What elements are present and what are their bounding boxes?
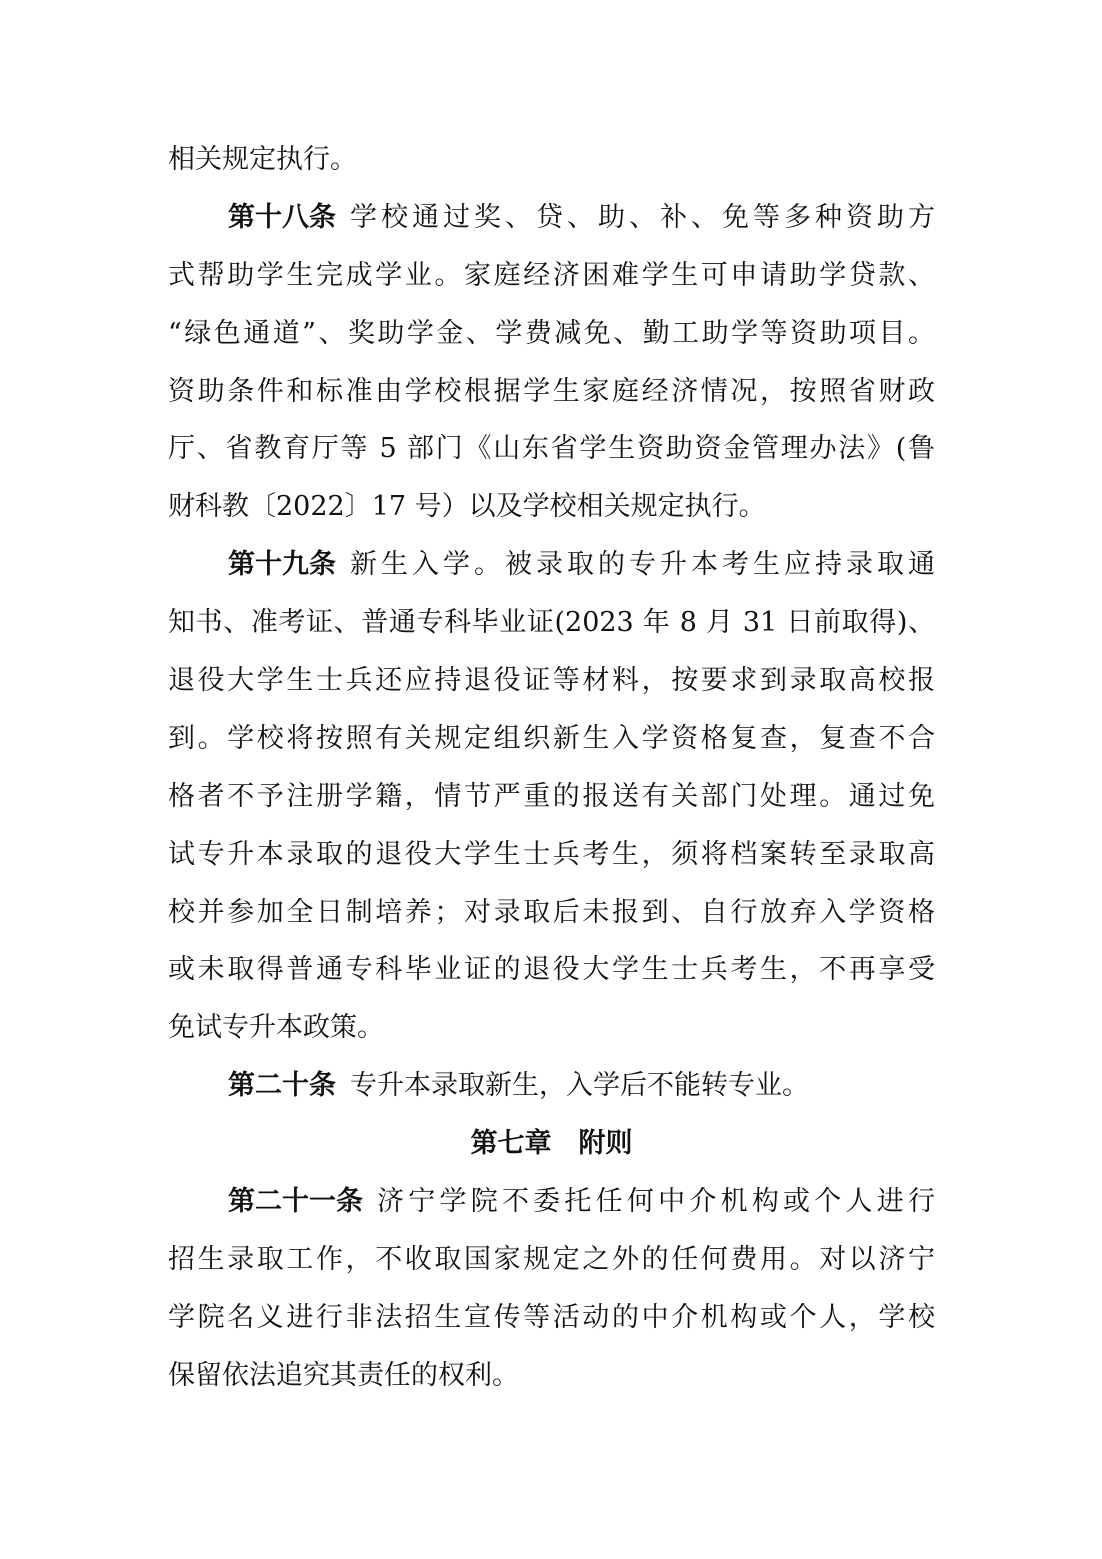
text-line	[168, 652, 935, 710]
text-line	[168, 1057, 935, 1115]
text-line	[168, 941, 935, 999]
line-text: 试专升本录取的退役大学生士兵考生，须将档案转至录取高	[168, 838, 935, 870]
text-line	[168, 189, 935, 247]
text-line	[168, 1347, 935, 1405]
article-number: 第二十一条	[228, 1186, 363, 1218]
line-text: 校并参加全日制培养；对录取后未报到、自行放弃入学资格	[168, 896, 935, 928]
text-line	[168, 420, 935, 478]
line-text: 第七章 附则	[470, 1128, 633, 1160]
text-line	[168, 536, 935, 594]
article-number: 第十八条	[228, 201, 336, 233]
line-text: “绿色通道”、奖助学金、学费减免、勤工助学等资助项目。	[168, 317, 935, 349]
line-text: 财科教〔2022〕17 号）以及学校相关规定执行。	[168, 491, 766, 523]
text-line	[168, 884, 935, 942]
line-text: 相关规定执行。	[168, 144, 357, 175]
text-line	[168, 710, 935, 768]
line-text: 专升本录取新生，入学后不能转专业。	[350, 1070, 809, 1102]
line-text: 资助条件和标准由学校根据学生家庭经济情况，按照省财政	[168, 375, 935, 407]
article-number: 第十九条	[228, 549, 336, 581]
document-body	[168, 131, 935, 1405]
article-number: 第二十条	[228, 1070, 336, 1102]
text-line	[168, 826, 935, 884]
line-text: 式帮助学生完成学业。家庭经济困难学生可申请助学贷款、	[168, 259, 935, 291]
line-text: 到。学校将按照有关规定组织新生入学资格复查，复查不合	[168, 722, 935, 754]
line-text: 厅、省教育厅等 5 部门《山东省学生资助资金管理办法》(鲁	[168, 433, 935, 465]
text-line	[168, 247, 935, 305]
line-text: 格者不予注册学籍，情节严重的报送有关部门处理。通过免	[168, 780, 935, 812]
text-line	[168, 999, 935, 1057]
text-line	[168, 594, 935, 652]
line-text: 知书、准考证、普通专科毕业证(2023 年 8 月 31 日前取得)、	[168, 607, 935, 639]
text-line	[168, 478, 935, 536]
text-line	[168, 363, 935, 421]
chapter-heading	[168, 1115, 935, 1173]
text-line	[168, 768, 935, 826]
text-line	[168, 1231, 935, 1289]
text-line	[168, 305, 935, 363]
text-line	[168, 131, 935, 189]
line-text: 保留依法追究其责任的权利。	[168, 1359, 519, 1391]
line-text: 学院名义进行非法招生宣传等活动的中介机构或个人，学校	[168, 1301, 935, 1333]
line-text: 学校通过奖、贷、助、补、免等多种资助方	[350, 201, 935, 233]
line-text: 或未取得普通专科毕业证的退役大学生士兵考生，不再享受	[168, 954, 935, 986]
text-line	[168, 1173, 935, 1231]
text-line	[168, 1289, 935, 1347]
line-text: 招生录取工作，不收取国家规定之外的任何费用。对以济宁	[168, 1243, 935, 1275]
line-text: 免试专升本政策。	[168, 1012, 384, 1044]
line-text: 退役大学生士兵还应持退役证等材料，按要求到录取高校报	[168, 665, 935, 697]
line-text: 新生入学。被录取的专升本考生应持录取通	[350, 549, 935, 581]
line-text: 济宁学院不委托任何中介机构或个人进行	[377, 1186, 935, 1218]
